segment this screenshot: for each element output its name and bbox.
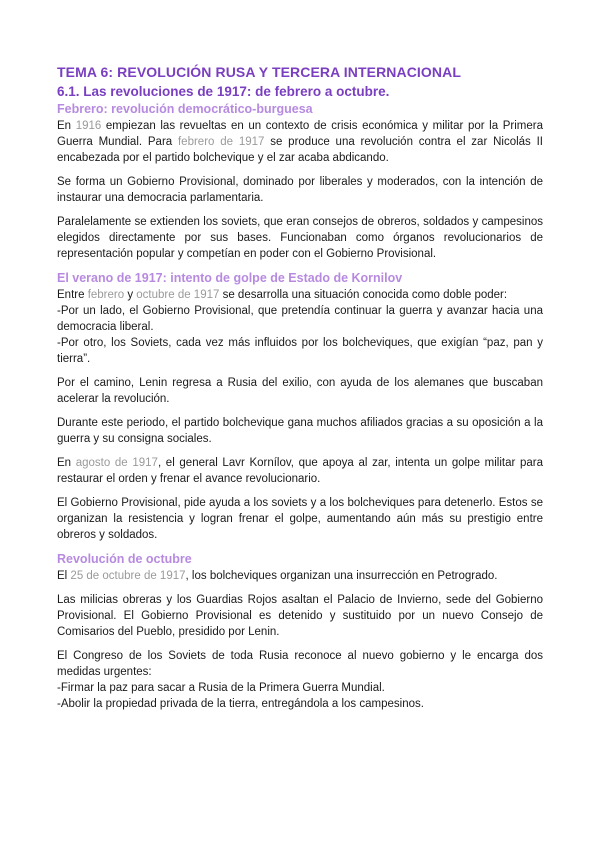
date-highlight: agosto de 1917 (75, 457, 158, 469)
text-run: , los bolcheviques organizan una insurrección en Petrogrado. (185, 570, 498, 582)
text-run: se produce una revolución contra el zar Nicolás II encabezada por el partido bolchevique y el zar acaba abdicando. (57, 136, 543, 164)
paragraph: Las milicias obreras y los Guardias Rojos asaltan el Palacio de Invierno, sede del Gobierno Provisional. El Gobierno Provisional es detenido y sustituido por un nuevo Consejo de Comisarios del Pueblo, presidido por Lenin. (57, 594, 543, 638)
paragraph: Paralelamente se extienden los soviets, que eran consejos de obreros, soldados y campesinos elegidos directamente por sus bases. Funcionaban como órganos revolucionarios de representación popular y competían en poder con el Gobierno Provisional. (57, 216, 543, 260)
date-highlight: febrero (87, 289, 125, 301)
paragraph (57, 455, 543, 487)
paragraph: El Gobierno Provisional, pide ayuda a los soviets y a los bolcheviques para detenerlo. Estos se organizan la resistencia y logran frenar el golpe, aumentando aún más su prestigio entre obreros y soldados. (57, 497, 543, 541)
document-subtitle: 6.1. Las revoluciones de 1917: de febrero a octubre. (57, 84, 390, 99)
paragraph: Durante este periodo, el partido bolchevique gana muchos afiliados gracias a su oposición a la guerra y su consigna sociales. (57, 417, 543, 445)
text-run: Entre (57, 289, 88, 301)
text-run: empiezan las revueltas en un contexto de crisis económica y militar por la Primera Guerra Mundial. Para (57, 120, 543, 148)
text-run: En (57, 120, 76, 132)
date-highlight: octubre de 1917 (136, 289, 220, 301)
text-run: y (124, 289, 137, 301)
list-item: -Por otro, los Soviets, cada vez más influidos por los bolcheviques, que exigían “paz, pan y tierra”. (57, 337, 543, 365)
date-highlight: febrero de 1917 (177, 136, 265, 148)
list-item: -Abolir la propiedad privada de la tierra, entregándola a los campesinos. (57, 698, 424, 710)
section-heading-febrero: Febrero: revolución democrático-burguesa (57, 102, 313, 116)
document-title: TEMA 6: REVOLUCIÓN RUSA Y TERCERA INTERNACIONAL (57, 64, 461, 80)
list-item: -Firmar la paz para sacar a Rusia de la Primera Guerra Mundial. (57, 682, 385, 694)
paragraph (57, 118, 543, 166)
text-run: En (57, 457, 76, 469)
date-highlight: 1916 (75, 120, 102, 132)
section-heading-octubre: Revolución de octubre (57, 552, 192, 566)
paragraph: El Congreso de los Soviets de toda Rusia reconoce al nuevo gobierno y le encarga dos medidas urgentes: (57, 650, 543, 678)
text-run: se desarrolla una situación conocida como doble poder: (219, 289, 508, 301)
text-run: El (57, 570, 71, 582)
section-heading-verano: El verano de 1917: intento de golpe de Estado de Kornilov (57, 271, 403, 285)
paragraph: Se forma un Gobierno Provisional, dominado por liberales y moderados, con la intención de instaurar una democracia parlamentaria. (57, 176, 543, 204)
list-item: -Por un lado, el Gobierno Provisional, que pretendía continuar la guerra y avanzar hacia una democracia liberal. (57, 305, 543, 333)
text-run: , el general Lavr Kornílov, que apoya al zar, intenta un golpe militar para restaurar el orden y frenar el avance revolucionario. (57, 457, 544, 485)
paragraph (57, 568, 543, 584)
paragraph: Por el camino, Lenin regresa a Rusia del exilio, con ayuda de los alemanes que buscaban acelerar la revolución. (57, 377, 543, 405)
paragraph (57, 287, 543, 303)
date-highlight: 25 de octubre de 1917 (70, 570, 186, 582)
